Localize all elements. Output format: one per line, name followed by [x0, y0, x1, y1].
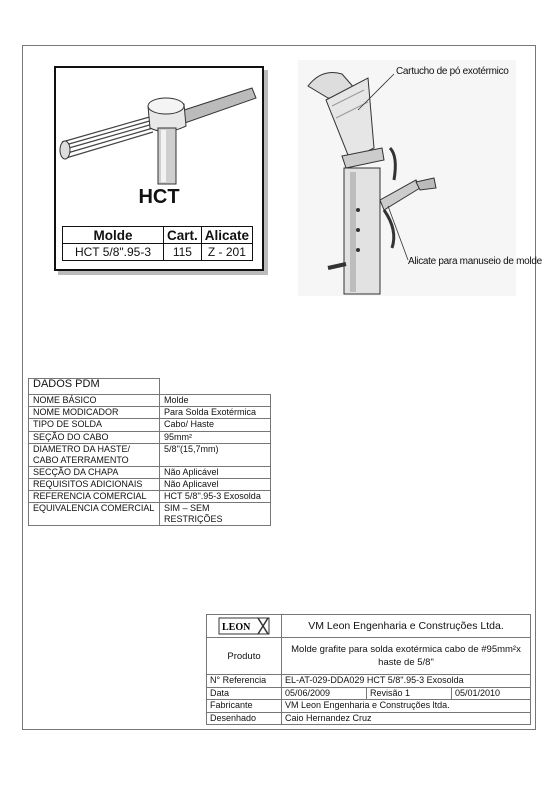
pdm-value: 95mm²	[160, 431, 271, 443]
logo-cell	[207, 615, 282, 638]
leon-logo	[210, 615, 278, 637]
pdm-key: NOME MODICADOR	[29, 407, 160, 419]
pdm-key: REFERENCIA COMERCIAL	[29, 491, 160, 503]
col-alicate: Alicate	[201, 227, 252, 244]
col-molde: Molde	[63, 227, 164, 244]
pdm-row	[29, 395, 271, 407]
company-name: VM Leon Engenharia e Construções Ltda.	[282, 615, 531, 638]
product-spec-table	[62, 226, 253, 261]
col-cart: Cart.	[164, 227, 202, 244]
pdm-key: NOME BÁSICO	[29, 395, 160, 407]
pdm-value: Para Solda Exotérmica	[160, 407, 271, 419]
svg-text:LEON: LEON	[222, 622, 251, 633]
pdm-value: Não Aplicável	[160, 466, 271, 478]
fabricante-value: VM Leon Engenharia e Construções ltda.	[282, 700, 531, 713]
fabricante-label: Fabricante	[207, 700, 282, 713]
title-block	[206, 614, 531, 725]
pdm-key: SECÇÃO DA CHAPA	[29, 466, 160, 478]
pdm-key: EQUIVALENCIA COMERCIAL	[29, 503, 160, 526]
pdm-row	[29, 466, 271, 478]
pdm-row	[29, 503, 271, 526]
revisao-date: 05/01/2010	[452, 687, 531, 700]
pdm-row	[29, 491, 271, 503]
pdm-value: Cabo/ Haste	[160, 419, 271, 431]
pdm-value: SIM – SEM RESTRIÇÕES	[160, 503, 271, 526]
cell-molde: HCT 5/8".95-3	[63, 244, 164, 261]
pdm-key: TIPO DE SOLDA	[29, 419, 160, 431]
product-title: HCT	[138, 186, 180, 208]
desenhado-label: Desenhado	[207, 712, 282, 725]
pdm-row	[29, 478, 271, 490]
pdm-row	[29, 431, 271, 443]
cell-alicate: Z - 201	[201, 244, 252, 261]
pdm-value: HCT 5/8''.95-3 Exosolda	[160, 491, 271, 503]
pdm-value: 5/8''(15,7mm)	[160, 443, 271, 466]
ref-value: EL-AT-029-DDA029 HCT 5/8''.95-3 Exosolda	[282, 675, 531, 688]
produto-desc: Molde grafite para solda exotérmica cabo de #95mm²x haste de 5/8"	[282, 638, 531, 675]
pdm-key: DIAMETRO DA HASTE/ CABO ATERRAMENTO	[29, 443, 160, 466]
pdm-row	[29, 443, 271, 466]
product-card	[54, 66, 264, 271]
cell-cart: 115	[164, 244, 202, 261]
label-cartridge: Cartucho de pó exotérmico	[396, 66, 509, 77]
hct-mold-image	[58, 74, 260, 186]
pdm-header: DADOS PDM	[29, 379, 160, 395]
pdm-table	[28, 378, 271, 526]
label-pliers: Alicate para manuseio de molde	[408, 256, 542, 267]
pdm-value: Não Aplicavel	[160, 478, 271, 490]
desenhado-value: Caio Hernandez Cruz	[282, 712, 531, 725]
pdm-row	[29, 407, 271, 419]
revisao: Revisão 1	[367, 687, 452, 700]
pdm-key: SEÇÃO DO CABO	[29, 431, 160, 443]
data-label: Data	[207, 687, 282, 700]
ref-label: N° Referencia	[207, 675, 282, 688]
pdm-key: REQUISITOS ADICIONAIS	[29, 478, 160, 490]
pdm-value: Molde	[160, 395, 271, 407]
data-value: 05/06/2009	[282, 687, 367, 700]
pdm-row	[29, 419, 271, 431]
produto-label: Produto	[207, 638, 282, 675]
leon-logo-icon	[218, 616, 270, 636]
mold-usage-illustration	[298, 60, 542, 296]
